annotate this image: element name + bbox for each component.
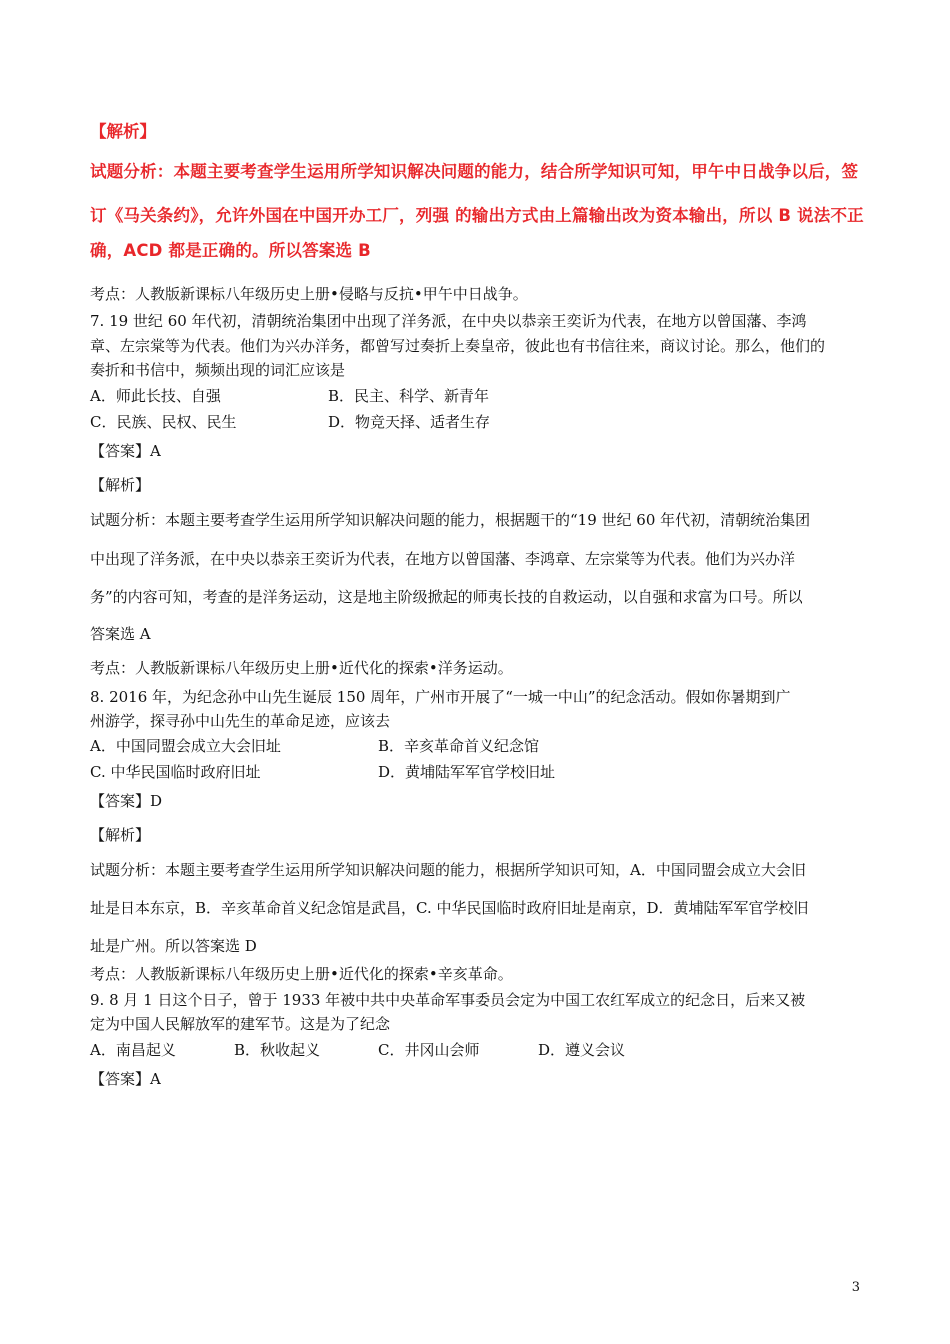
question-stem: 章、左宗棠等为代表。他们为兴办洋务，都曾写过奏折上奏皇帝，彼此也有书信往来，商议讨论。那么，他们的 [90, 337, 826, 355]
analysis-line: 确，ACD 都是正确的。所以答案选 B [90, 241, 371, 260]
option-c: C．井冈山会师 [378, 1041, 480, 1059]
kaodian: 考点：人教版新课标八年级历史上册•近代化的探索•洋务运动。 [90, 659, 513, 677]
analysis-line: 中出现了洋务派，在中央以恭亲王奕䜣为代表，在地方以曾国藩、李鸿章、左宗棠等为代表。他们为兴办洋 [90, 550, 796, 568]
jiexi-label: 【解析】 [90, 826, 151, 844]
option-b: B．辛亥革命首义纪念馆 [378, 737, 540, 755]
option-b: B．秋收起义 [234, 1041, 321, 1059]
analysis-line: 址是广州。所以答案选 D [90, 937, 257, 955]
analysis-line: 址是日本东京，B．辛亥革命首义纪念馆是武昌，C. 中华民国临时政府旧址是南京，D．黄埔陆军军官学校旧 [90, 899, 809, 917]
analysis-line: 答案选 A [90, 625, 151, 643]
analysis-line: 务”的内容可知，考查的是洋务运动，这是地主阶级掀起的师夷长技的自救运动，以自强和求富为口号。所以 [90, 588, 803, 606]
question-stem: 奏折和书信中，频频出现的词汇应该是 [90, 361, 346, 379]
answer: 【答案】A [90, 1070, 161, 1088]
answer: 【答案】A [90, 442, 161, 460]
option-a: A．中国同盟会成立大会旧址 [90, 737, 281, 755]
option-d: D．遵义会议 [538, 1041, 626, 1059]
option-b: B．民主、科学、新青年 [328, 387, 490, 405]
question-stem: 州游学，探寻孙中山先生的革命足迹，应该去 [90, 712, 391, 730]
question-stem: 8. 2016 年，为纪念孙中山先生诞辰 150 周年，广州市开展了“一城一中山”的纪念活动。假如你暑期到广 [90, 688, 791, 706]
option-a: A．南昌起义 [90, 1041, 176, 1059]
option-c: C. 中华民国临时政府旧址 [90, 763, 261, 781]
option-d: D．黄埔陆军军官学校旧址 [378, 763, 556, 781]
jiexi-label: 【解析】 [90, 476, 151, 494]
analysis-line: 试题分析：本题主要考查学生运用所学知识解决问题的能力，结合所学知识可知，甲午中日战争以后，签 [90, 162, 859, 181]
jiexi-label: 【解析】 [90, 122, 156, 141]
answer: 【答案】D [90, 792, 163, 810]
question-stem: 9. 8 月 1 日这个日子，曾于 1933 年被中共中央革命军事委员会定为中国工农红军成立的纪念日，后来又被 [90, 991, 806, 1009]
page-number: 3 [851, 1280, 860, 1295]
option-c: C．民族、民权、民生 [90, 413, 237, 431]
analysis-line: 订《马关条约》，允许外国在中国开办工厂，列强 的输出方式由上篇输出改为资本输出，所以 B 说法不正 [90, 206, 864, 225]
analysis-line: 试题分析：本题主要考查学生运用所学知识解决问题的能力，根据所学知识可知，A．中国同盟会成立大会旧 [90, 861, 806, 879]
question-stem: 7. 19 世纪 60 年代初，清朝统治集团中出现了洋务派，在中央以恭亲王奕䜣为代表，在地方以曾国藩、李鸿 [90, 312, 807, 330]
kaodian: 考点：人教版新课标八年级历史上册•近代化的探索•辛亥革命。 [90, 965, 513, 983]
analysis-line: 试题分析：本题主要考查学生运用所学知识解决问题的能力，根据题干的“19 世纪 60 年代初，清朝统治集团 [90, 511, 811, 529]
option-d: D．物竞天择、适者生存 [328, 413, 491, 431]
option-a: A．师此长技、自强 [90, 387, 221, 405]
kaodian: 考点：人教版新课标八年级历史上册•侵略与反抗•甲午中日战争。 [90, 285, 528, 303]
question-stem: 定为中国人民解放军的建军节。这是为了纪念 [90, 1015, 391, 1033]
